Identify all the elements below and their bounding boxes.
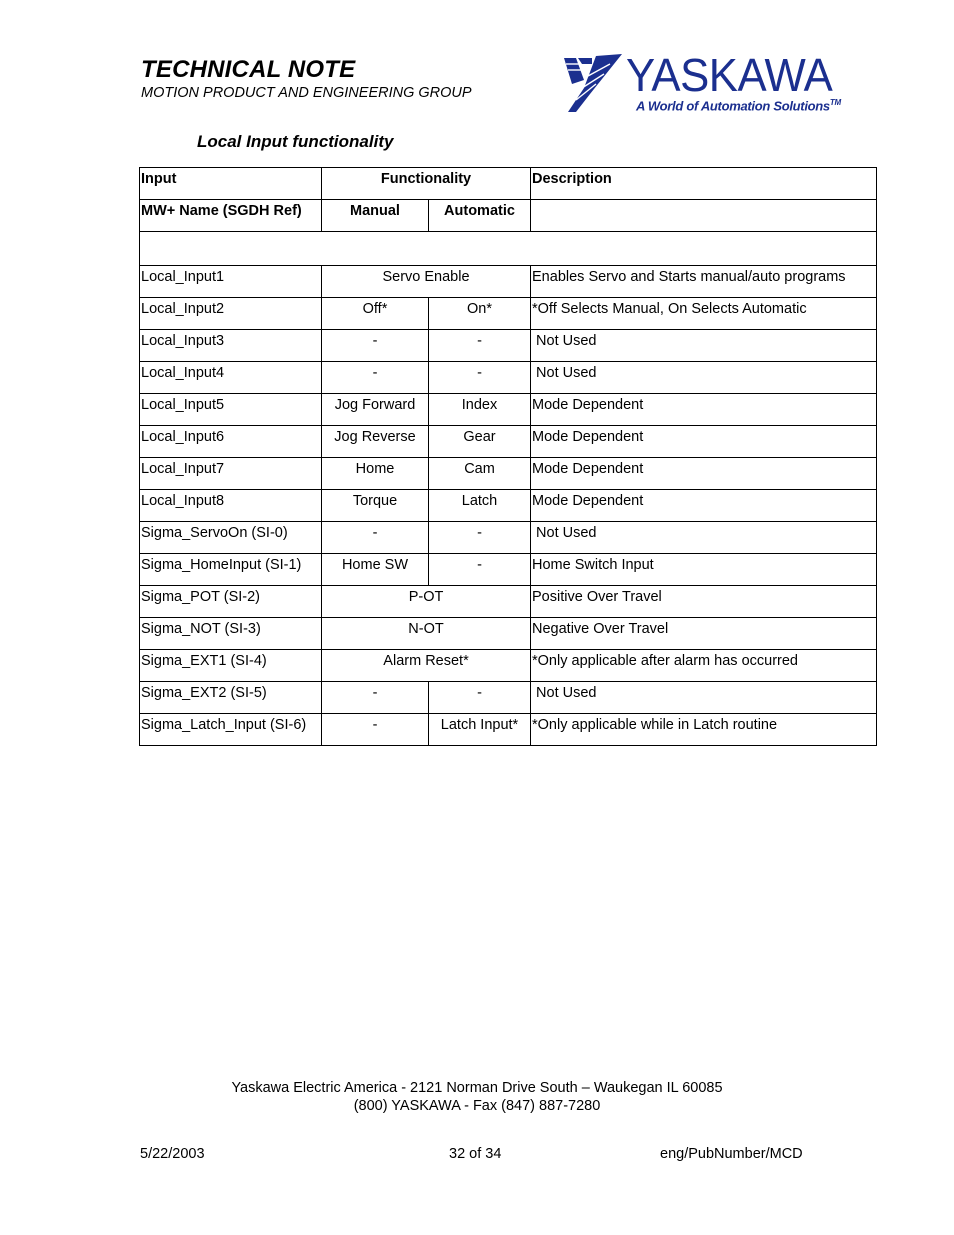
table-row bbox=[140, 298, 877, 330]
cell-input-name: Sigma_ServoOn (SI-0) bbox=[140, 522, 322, 554]
cell-description: Home Switch Input bbox=[531, 554, 877, 586]
logo-wordmark: YASKAWA bbox=[626, 49, 833, 101]
cell-description: Negative Over Travel bbox=[531, 618, 877, 650]
cell-input-name: Local_Input5 bbox=[140, 394, 322, 426]
logo-tagline-text: A World of Automation Solutions bbox=[636, 98, 830, 114]
cell-description: Not Used bbox=[531, 682, 877, 714]
table-row bbox=[140, 458, 877, 490]
cell-manual: Torque bbox=[322, 490, 429, 522]
header-automatic: Automatic bbox=[429, 200, 531, 232]
cell-input-name: Local_Input2 bbox=[140, 298, 322, 330]
document-subtitle: MOTION PRODUCT AND ENGINEERING GROUP bbox=[141, 85, 472, 101]
cell-automatic: - bbox=[429, 554, 531, 586]
cell-description: Not Used bbox=[531, 522, 877, 554]
cell-description: *Off Selects Manual, On Selects Automatic bbox=[531, 298, 877, 330]
footer-address-line2: (800) YASKAWA - Fax (847) 887-7280 bbox=[353, 1098, 601, 1114]
table-row bbox=[140, 714, 877, 746]
yaskawa-logo bbox=[562, 49, 862, 118]
cell-description: Not Used bbox=[531, 362, 877, 394]
table-row bbox=[140, 682, 877, 714]
header-input: Input bbox=[140, 168, 322, 200]
table-row bbox=[140, 490, 877, 522]
footer-address-line1: Yaskawa Electric America - 2121 Norman Drive South – Waukegan IL 60085 bbox=[231, 1080, 723, 1096]
footer-page-number: 32 of 34 bbox=[449, 1146, 502, 1162]
cell-functionality: P-OT bbox=[322, 586, 531, 618]
cell-description: Mode Dependent bbox=[531, 458, 877, 490]
cell-input-name: Sigma_HomeInput (SI-1) bbox=[140, 554, 322, 586]
footer-date: 5/22/2003 bbox=[140, 1146, 205, 1162]
logo-trademark: TM bbox=[829, 98, 841, 107]
cell-input-name: Sigma_EXT1 (SI-4) bbox=[140, 650, 322, 682]
header-functionality: Functionality bbox=[322, 168, 531, 200]
cell-manual: Jog Reverse bbox=[322, 426, 429, 458]
table-row bbox=[140, 426, 877, 458]
cell-input-name: Sigma_NOT (SI-3) bbox=[140, 618, 322, 650]
cell-manual: - bbox=[322, 682, 429, 714]
cell-functionality: N-OT bbox=[322, 618, 531, 650]
cell-input-name: Sigma_POT (SI-2) bbox=[140, 586, 322, 618]
cell-automatic: - bbox=[429, 362, 531, 394]
table-row bbox=[140, 618, 877, 650]
table-spacer-row bbox=[140, 232, 877, 266]
table-row bbox=[140, 330, 877, 362]
cell-automatic: Cam bbox=[429, 458, 531, 490]
cell-automatic: Index bbox=[429, 394, 531, 426]
cell-manual: - bbox=[322, 522, 429, 554]
table-row bbox=[140, 266, 877, 298]
cell-description: Mode Dependent bbox=[531, 426, 877, 458]
yaskawa-swoosh-icon bbox=[562, 54, 624, 114]
logo-tagline bbox=[636, 98, 841, 113]
cell-input-name: Local_Input8 bbox=[140, 490, 322, 522]
cell-description: Positive Over Travel bbox=[531, 586, 877, 618]
cell-description: *Only applicable after alarm has occurred bbox=[531, 650, 877, 682]
cell-automatic: - bbox=[429, 330, 531, 362]
header-description: Description bbox=[531, 168, 877, 200]
cell-functionality: Servo Enable bbox=[322, 266, 531, 298]
table-row bbox=[140, 362, 877, 394]
cell-description: *Only applicable while in Latch routine bbox=[531, 714, 877, 746]
table-row bbox=[140, 586, 877, 618]
table-row bbox=[140, 522, 877, 554]
cell-automatic: - bbox=[429, 682, 531, 714]
cell-manual: Home bbox=[322, 458, 429, 490]
section-title: Local Input functionality bbox=[197, 132, 394, 151]
header-description-blank bbox=[531, 200, 877, 232]
cell-functionality: Alarm Reset* bbox=[322, 650, 531, 682]
cell-input-name: Local_Input4 bbox=[140, 362, 322, 394]
cell-automatic: On* bbox=[429, 298, 531, 330]
header-mw-name: MW+ Name (SGDH Ref) bbox=[140, 200, 322, 232]
cell-input-name: Local_Input7 bbox=[140, 458, 322, 490]
cell-input-name: Local_Input3 bbox=[140, 330, 322, 362]
cell-input-name: Sigma_EXT2 (SI-5) bbox=[140, 682, 322, 714]
cell-description: Mode Dependent bbox=[531, 394, 877, 426]
cell-description: Enables Servo and Starts manual/auto programs bbox=[531, 266, 877, 298]
local-input-table bbox=[139, 167, 877, 746]
cell-manual: - bbox=[322, 330, 429, 362]
table-row bbox=[140, 394, 877, 426]
document-title: TECHNICAL NOTE bbox=[141, 56, 356, 83]
cell-manual: Home SW bbox=[322, 554, 429, 586]
table-header-row bbox=[140, 168, 877, 200]
footer-publication-ref: eng/PubNumber/MCD bbox=[660, 1146, 803, 1162]
cell-input-name: Sigma_Latch_Input (SI-6) bbox=[140, 714, 322, 746]
cell-description: Not Used bbox=[531, 330, 877, 362]
cell-manual: Off* bbox=[322, 298, 429, 330]
cell-description: Mode Dependent bbox=[531, 490, 877, 522]
footer-address bbox=[0, 1079, 954, 1115]
cell-automatic: Latch Input* bbox=[429, 714, 531, 746]
cell-manual: - bbox=[322, 362, 429, 394]
table-subheader-row bbox=[140, 200, 877, 232]
cell-input-name: Local_Input6 bbox=[140, 426, 322, 458]
table-row bbox=[140, 650, 877, 682]
cell-automatic: Latch bbox=[429, 490, 531, 522]
header-manual: Manual bbox=[322, 200, 429, 232]
table-row bbox=[140, 554, 877, 586]
cell-input-name: Local_Input1 bbox=[140, 266, 322, 298]
spacer-cell bbox=[140, 232, 877, 266]
cell-automatic: - bbox=[429, 522, 531, 554]
cell-manual: - bbox=[322, 714, 429, 746]
cell-automatic: Gear bbox=[429, 426, 531, 458]
cell-manual: Jog Forward bbox=[322, 394, 429, 426]
